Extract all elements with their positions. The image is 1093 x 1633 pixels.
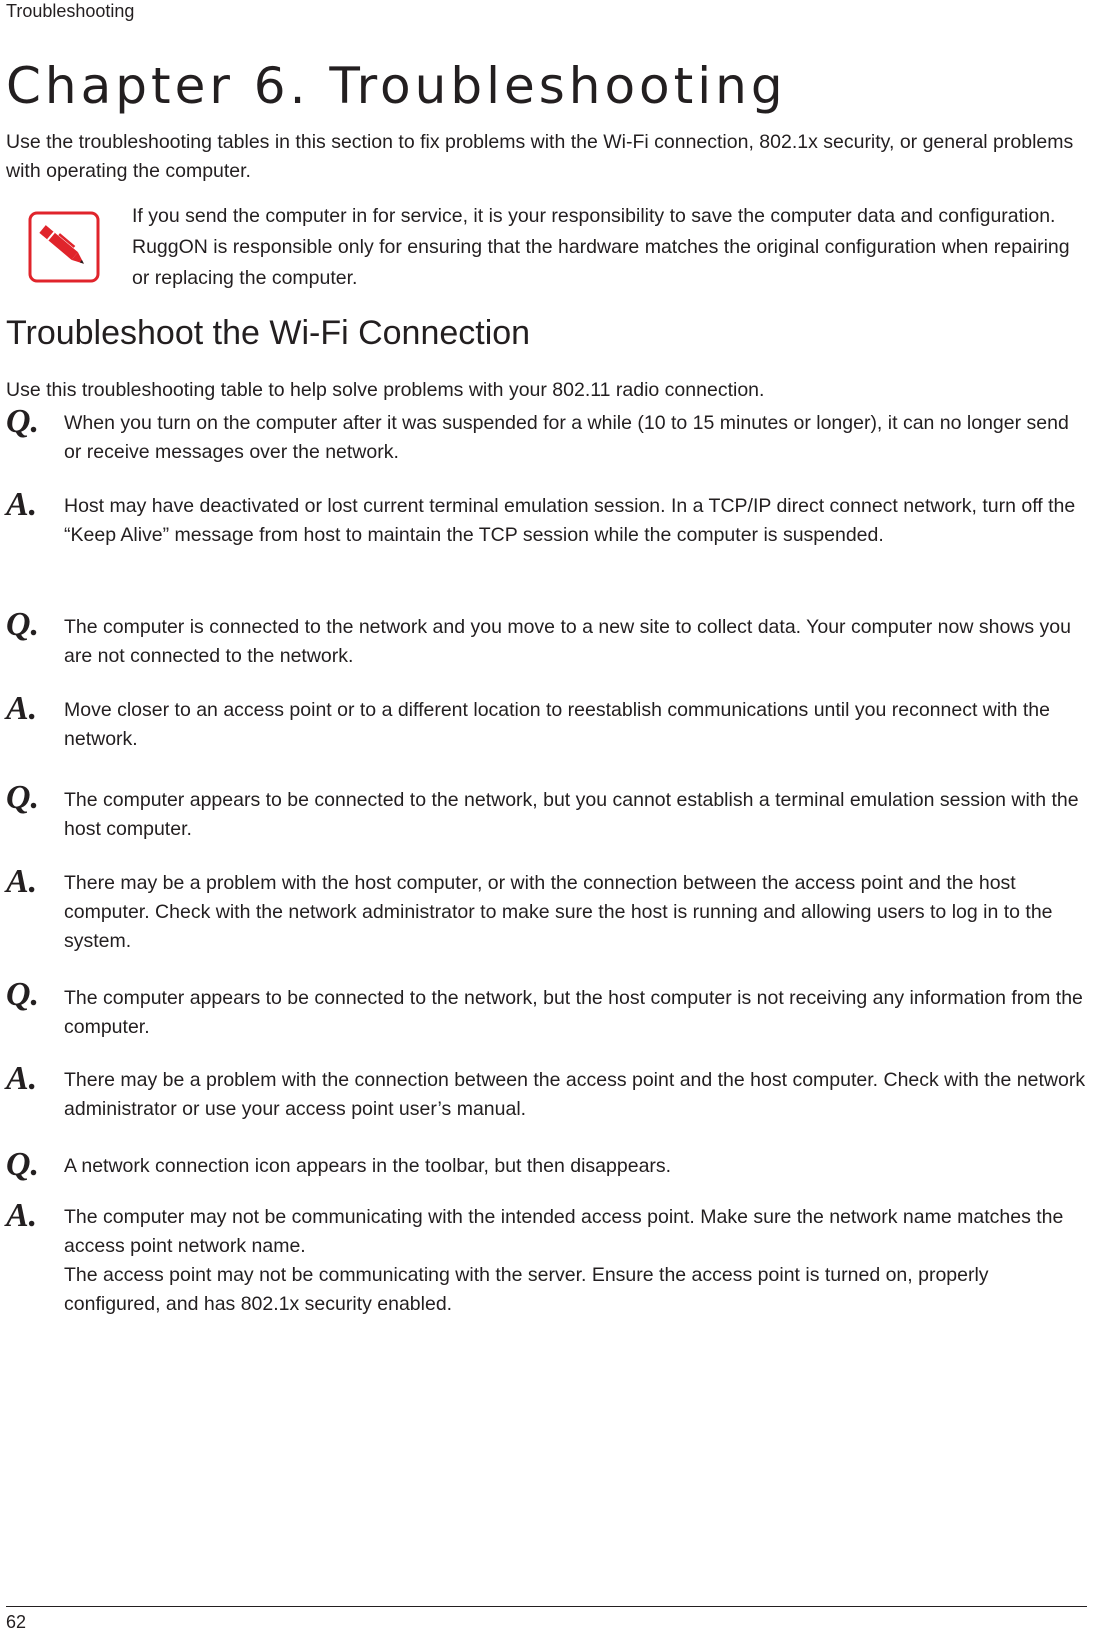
question-marker: Q. <box>6 606 40 643</box>
answer-text: Host may have deactivated or lost current terminal emulation session. In a TCP/IP direct connect network, turn off the “Keep Alive” message from host to maintain the TCP session while the computer is suspended. <box>64 495 1076 546</box>
question-marker: Q. <box>6 976 40 1013</box>
answer-text-continued: The access point may not be communicating with the server. Ensure the access point is turned on, properly configured, and has 802.1x security enabled. <box>64 1264 989 1315</box>
footer-rule <box>6 1606 1087 1607</box>
answer-marker: A. <box>6 1060 38 1097</box>
note-text: If you send the computer in for service, it is your responsibility to save the computer data and configuration. RuggON is responsible only for ensuring that the hardware matches the original configuration when repairing or replacing the computer. <box>132 205 1070 289</box>
question-marker: Q. <box>6 779 40 816</box>
section-title: Troubleshoot the Wi-Fi Connection <box>6 314 531 352</box>
running-header: Troubleshooting <box>6 1 135 21</box>
question-text: The computer is connected to the network and you move to a new site to collect data. Your computer now shows you are not connected to the network. <box>64 616 1071 667</box>
chapter-title: Chapter 6. Troubleshooting <box>6 57 787 115</box>
answer-text: Move closer to an access point or to a different location to reestablish communications until you reconnect with the network. <box>64 699 1050 750</box>
question-text: When you turn on the computer after it was suspended for a while (10 to 15 minutes or longer), it can no longer send or receive messages over the network. <box>64 412 1069 463</box>
pen-note-icon <box>28 211 100 283</box>
question-marker: Q. <box>6 1146 40 1183</box>
answer-text: There may be a problem with the host computer, or with the connection between the access point and the host computer. Check with the network administrator to make sure the host is running and allowing users to log in to the system. <box>64 872 1053 952</box>
question-text: A network connection icon appears in the toolbar, but then disappears. <box>64 1155 672 1177</box>
question-marker: Q. <box>6 403 40 440</box>
answer-text: There may be a problem with the connection between the access point and the host computer. Check with the network administrator or use your access point user’s manual. <box>64 1069 1086 1120</box>
chapter-intro: Use the troubleshooting tables in this section to fix problems with the Wi-Fi connection, 802.1x security, or general problems with operating the computer. <box>6 131 1074 182</box>
answer-text: The computer may not be communicating with the intended access point. Make sure the network name matches the access point network name. <box>64 1206 1064 1257</box>
question-text: The computer appears to be connected to the network, but the host computer is not receiving any information from the computer. <box>64 987 1083 1038</box>
page-number: 62 <box>6 1612 27 1632</box>
answer-marker: A. <box>6 690 38 727</box>
section-intro: Use this troubleshooting table to help solve problems with your 802.11 radio connection. <box>6 379 765 401</box>
answer-marker: A. <box>6 486 38 523</box>
question-text: The computer appears to be connected to the network, but you cannot establish a terminal emulation session with the host computer. <box>64 789 1079 840</box>
answer-marker: A. <box>6 863 38 900</box>
answer-marker: A. <box>6 1197 38 1234</box>
